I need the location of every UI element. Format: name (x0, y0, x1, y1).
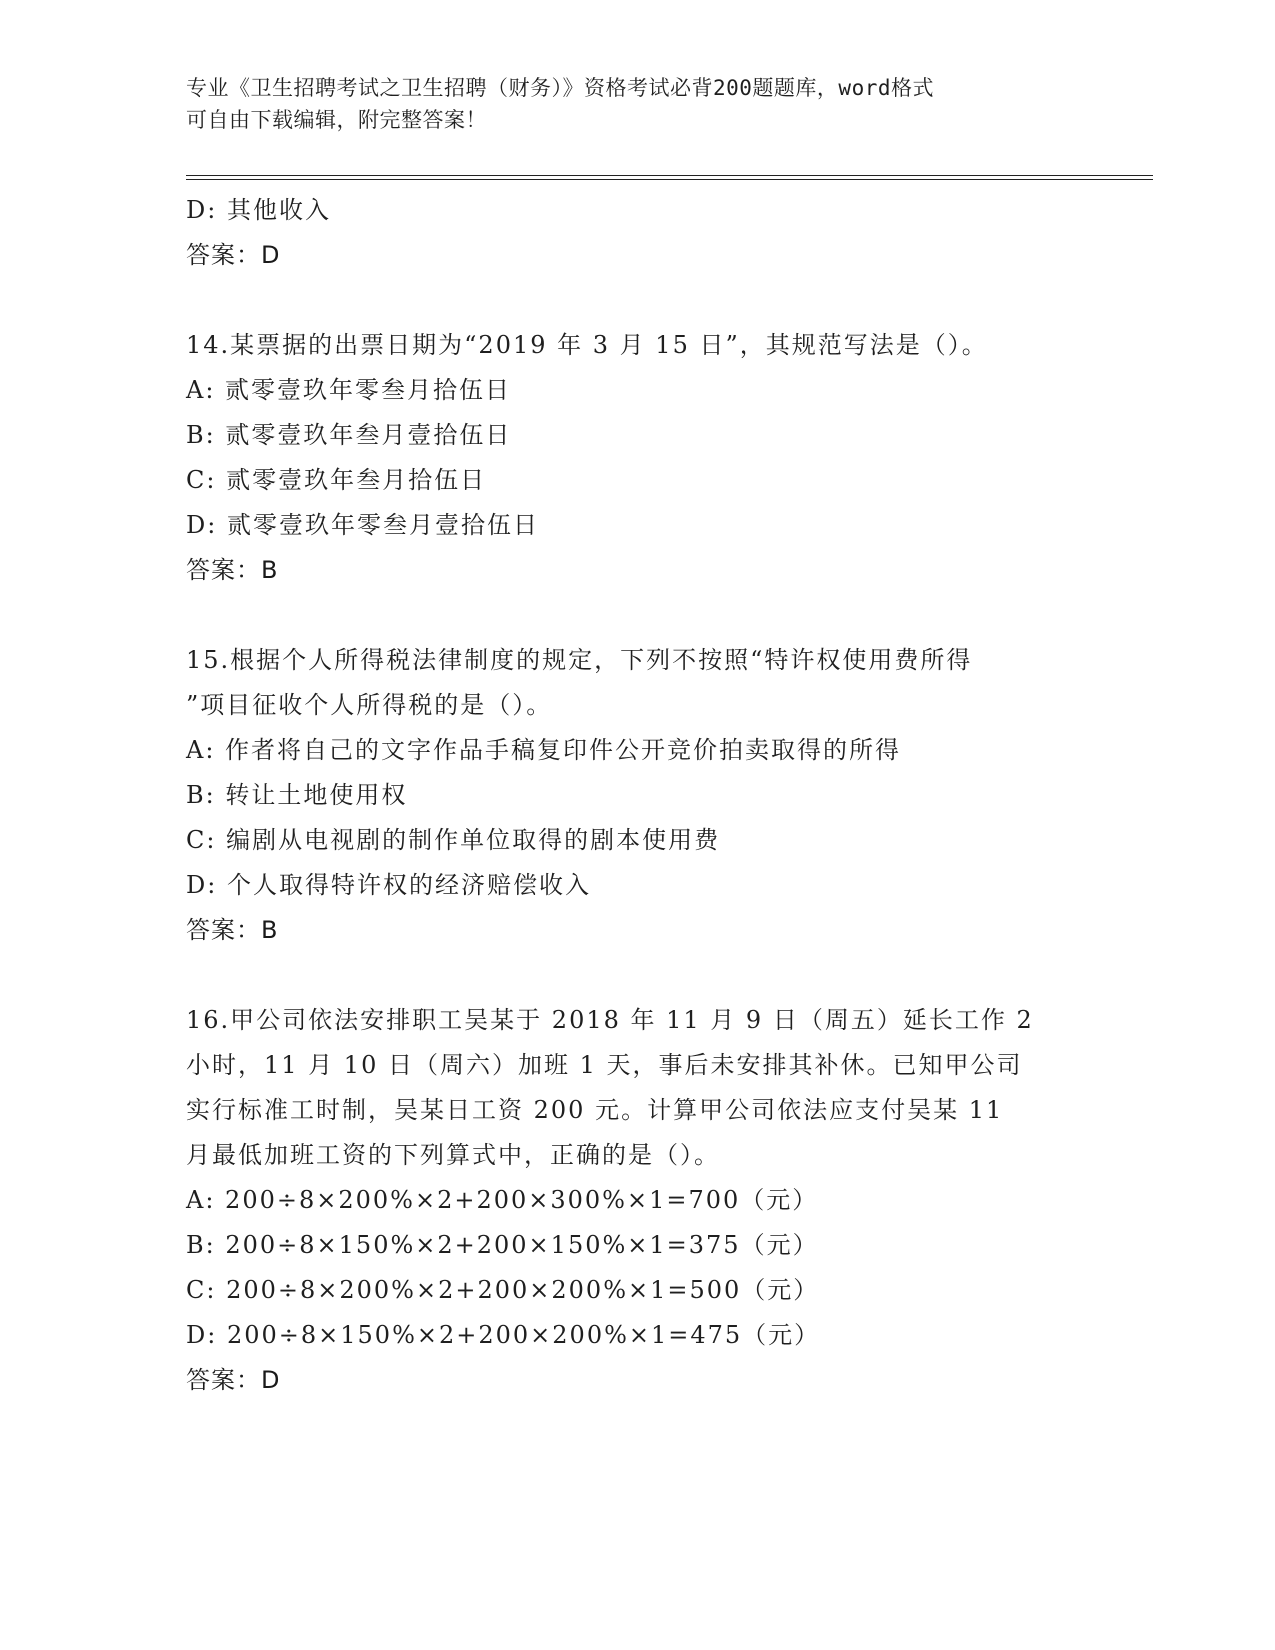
question-15 (186, 638, 1086, 953)
document-content (186, 188, 1086, 1403)
option-b: B: 贰零壹玖年叁月壹拾伍日 (186, 421, 512, 449)
question-text-line-3: 实行标准工时制，吴某日工资 200 元。计算甲公司依法应支付吴某 11 (186, 1096, 1004, 1124)
header-title-line-1: 专业《卫生招聘考试之卫生招聘（财务）》资格考试必背200题题库，word格式 (186, 76, 934, 100)
question-text: 14.某票据的出票日期为“2019 年 3 月 15 日”，其规范写法是（）。 (186, 331, 988, 359)
question-14 (186, 323, 1086, 593)
question-16 (186, 998, 1086, 1403)
option-a: A: 贰零壹玖年零叁月拾伍日 (186, 376, 512, 404)
question-text-line-4: 月最低加班工资的下列算式中，正确的是（）。 (186, 1141, 720, 1169)
answer-line: 答案：B (186, 916, 279, 944)
header-title-line-2: 可自由下载编辑，附完整答案！ (186, 108, 487, 132)
question-text-line-2: 小时，11 月 10 日（周六）加班 1 天，事后未安排其补休。已知甲公司 (186, 1051, 1023, 1079)
option-d: D: 个人取得特许权的经济赔偿收入 (186, 871, 591, 899)
question-text-line-2: ”项目征收个人所得税的是（）。 (186, 691, 553, 719)
option-d: D: 200÷8×150%×2+200×200%×1=475（元） (186, 1321, 821, 1349)
option-a: A: 200÷8×200%×2+200×300%×1=700（元） (186, 1186, 819, 1214)
answer-line: 答案：D (186, 241, 281, 269)
option-a: A: 作者将自己的文字作品手稿复印件公开竞价拍卖取得的所得 (186, 736, 902, 764)
answer-line: 答案：B (186, 556, 279, 584)
option-b: B: 200÷8×150%×2+200×150%×1=375（元） (186, 1231, 819, 1259)
question-text-line-1: 16.甲公司依法安排职工吴某于 2018 年 11 月 9 日（周五）延长工作 2 (186, 1006, 1034, 1034)
header-divider (186, 175, 1153, 180)
option-b: B: 转让土地使用权 (186, 781, 408, 809)
document-header (186, 72, 1086, 136)
option-c: C: 编剧从电视剧的制作单位取得的剧本使用费 (186, 826, 721, 854)
spacer (186, 593, 1086, 638)
option-c: C: 贰零壹玖年叁月拾伍日 (186, 466, 487, 494)
previous-question-tail (186, 188, 1086, 278)
question-text-line-1: 15.根据个人所得税法律制度的规定，下列不按照“特许权使用费所得 (186, 646, 973, 674)
spacer (186, 953, 1086, 998)
option-d: D: 贰零壹玖年零叁月壹拾伍日 (186, 511, 539, 539)
answer-line: 答案：D (186, 1366, 281, 1394)
option-d: D: 其他收入 (186, 196, 331, 224)
option-c: C: 200÷8×200%×2+200×200%×1=500（元） (186, 1276, 820, 1304)
spacer (186, 278, 1086, 323)
